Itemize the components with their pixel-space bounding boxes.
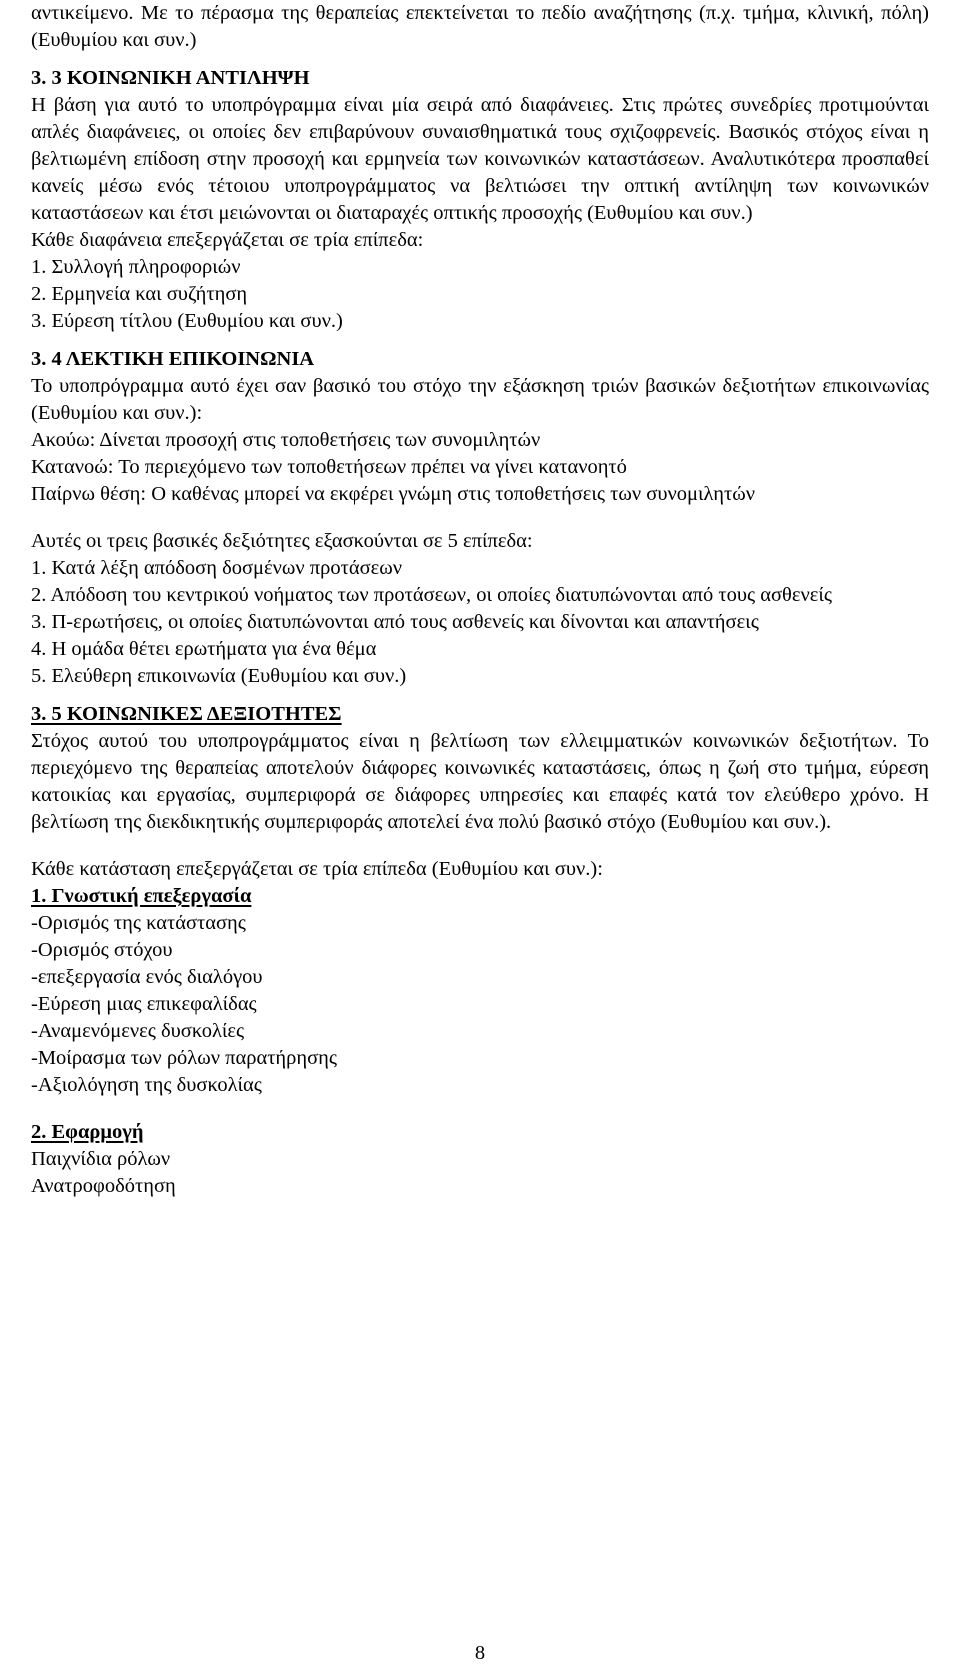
spacer [31,508,929,528]
section-heading-3-3: 3. 3 ΚΟΙΝΩΝΙΚΗ ΑΝΤΙΛΗΨΗ [31,67,310,89]
list-item: 2. Ερμηνεία και συζήτηση [31,283,248,305]
list-item: -Αναμενόμενες δυσκολίες [31,1020,245,1042]
list-item: 4. Η ομάδα θέτει ερωτήματα για ένα θέμα [31,638,377,660]
list-item: 5. Ελεύθερη επικοινωνία (Ευθυμίου και συν.) [31,665,407,687]
section-3-4-paragraph: Το υποπρόγραμμα αυτό έχει σαν βασικό του στόχο την εξάσκηση τριών βασικών δεξιοτήτων επικοινωνίας (Ευθυμίου και συν.): [31,375,929,424]
list-item: Ανατροφοδότηση [31,1175,176,1197]
list-item: 1. Συλλογή πληροφοριών [31,256,241,278]
section-heading-3-4: 3. 4 ΛΕΚΤΙΚΗ ΕΠΙΚΟΙΝΩΝΙΑ [31,348,315,370]
spacer [31,1099,929,1119]
list-item: Παιχνίδια ρόλων [31,1148,171,1170]
section-3-3-levels-intro: Κάθε διαφάνεια επεξεργάζεται σε τρία επίπεδα: [31,229,424,251]
list-item: 1. Κατά λέξη απόδοση δοσμένων προτάσεων [31,557,403,579]
spacer [31,836,929,856]
section-3-5-paragraph: Στόχος αυτού του υποπρογράμματος είναι η βελτίωση των ελλειμματικών κοινωνικών δεξιοτήτων. Το περιεχόμενο της θεραπείας αποτελούν διάφορες κοινωνικές καταστάσεις, όπως η ζωή στο τμήμα, εύρεση κατοικίας και εργασίας, συμπεριφορά σε διάφορες υπηρεσίες και επαφές κατά τον ελεύθερο χρόνο. Η βελτίωση της διεκδικητικής συμπεριφοράς αποτελεί ένα πολύ βασικό στόχο (Ευθυμίου και συν.). [31,730,929,833]
skill-item: Παίρνω θέση: Ο καθένας μπορεί να εκφέρει γνώμη στις τοποθετήσεις των συνομιλητών [31,483,756,505]
list-item: -επεξεργασία ενός διαλόγου [31,966,263,988]
list-item: -Ορισμός της κατάστασης [31,912,246,934]
section-3-5-levels-intro: Κάθε κατάσταση επεξεργάζεται σε τρία επίπεδα (Ευθυμίου και συν.): [31,858,603,880]
subheading-cognitive-processing: 1. Γνωστική επεξεργασία [31,885,252,907]
list-item: 3. Εύρεση τίτλου (Ευθυμίου και συν.) [31,310,343,332]
page-number: 8 [474,1642,486,1664]
section-heading-3-5: 3. 5 ΚΟΙΝΩΝΙΚΕΣ ΔΕΞΙΟΤΗΤΕΣ [31,703,342,725]
list-item: -Ορισμός στόχου [31,939,173,961]
list-item: 3. Π-ερωτήσεις, οι οποίες διατυπώνονται από τους ασθενείς και δίνονται και απαντήσεις [31,611,759,633]
section-3-4-levels-intro: Αυτές οι τρεις βασικές δεξιότητες εξασκούνται σε 5 επίπεδα: [31,530,533,552]
section-3-3-paragraph: Η βάση για αυτό το υποπρόγραμμα είναι μία σειρά από διαφάνειες. Στις πρώτες συνεδρίες προτιμούνται απλές διαφάνειες, οι οποίες δεν επιβαρύνουν συναισθηματικά τους σχιζοφρενείς. Βασικός στόχος είναι η βελτιωμένη επίδοση στην προσοχή και ερμηνεία των κοινωνικών καταστάσεων. Αναλυτικότερα προσπαθεί κανείς μέσω ενός τέτοιου υποπρογράμματος να βελτιώσει την οπτική αντίληψη των κοινωνικών καταστάσεων και έτσι μειώνονται οι διαταραχές οπτικής προσοχής (Ευθυμίου και συν.) [31,94,929,224]
subheading-application: 2. Εφαρμογή [31,1121,144,1143]
list-item: 2. Απόδοση του κεντρικού νοήματος των προτάσεων, οι οποίες διατυπώνονται από τους ασθενείς [31,584,832,606]
list-item: -Εύρεση μιας επικεφαλίδας [31,993,257,1015]
list-item: -Μοίρασμα των ρόλων παρατήρησης [31,1047,337,1069]
document-body [31,0,929,1200]
list-item: -Αξιολόγηση της δυσκολίας [31,1074,262,1096]
intro-paragraph: αντικείμενο. Με το πέρασμα της θεραπείας επεκτείνεται το πεδίο αναζήτησης (π.χ. τμήμα, κλινική, πόλη) (Ευθυμίου και συν.) [31,2,929,51]
skill-item: Ακούω: Δίνεται προσοχή στις τοποθετήσεις των συνομιλητών [31,429,541,451]
skill-item: Κατανοώ: Το περιεχόμενο των τοποθετήσεων πρέπει να γίνει κατανοητό [31,456,627,478]
